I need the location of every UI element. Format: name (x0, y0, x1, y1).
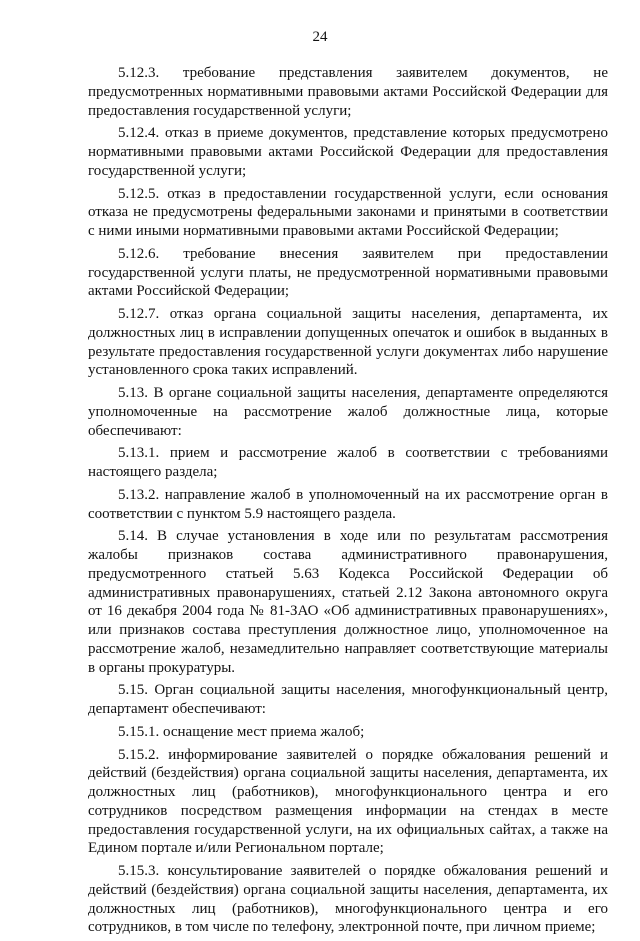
paragraph-5-15: 5.15. Орган социальной защиты населения, многофункциональный центр, департамент обеспечивают: (88, 682, 608, 717)
paragraph-5-15-1: 5.15.1. оснащение мест приема жалоб; (118, 723, 365, 740)
paragraph-5-12-4: 5.12.4. отказ в приеме документов, представление которых предусмотрено нормативными правовыми актами Российской Федерации для предоставления государственной услуги; (88, 125, 608, 179)
document-body (88, 64, 608, 941)
paragraph-5-12-3: 5.12.3. требование представления заявителем документов, не предусмотренных нормативными правовыми актами Российской Федерации для предоставления государственной услуги; (88, 65, 608, 119)
paragraph-5-15-2: 5.15.2. информирование заявителей о порядке обжалования решений и действий (бездействия) органа социальной защиты населения, департамента, их должностных лиц (работников), многофункционального центра и его сотрудников посредством размещения информации на стендах в месте предоставления государственной услуги, на их официальных сайтах, а также на Едином портале и/или Региональном портале; (88, 746, 608, 857)
paragraph-5-12-5: 5.12.5. отказ в предоставлении государственной услуги, если основания отказа не предусмотрены федеральными законами и принятыми в соответствии с ними иными нормативными правовыми актами Российской Федерации; (88, 185, 608, 239)
paragraph-5-14: 5.14. В случае установления в ходе или по результатам рассмотрения жалобы признаков состава административного правонарушения, предусмотренного статьей 5.63 Кодекса Российской Федерации об административных правонарушениях, статьей 2.12 Закона автономного округа от 16 декабря 2004 года № 81-ЗАО «Об административных правонарушениях», или признаков состава преступления должностное лицо, уполномоченное на рассмотрение жалоб, незамедлительно направляет соответствующие материалы в органы прокуратуры. (88, 528, 608, 676)
paragraph-5-13-1: 5.13.1. прием и рассмотрение жалоб в соответствии с требованиями настоящего раздела; (88, 445, 608, 480)
paragraph-5-15-3: 5.15.3. консультирование заявителей о порядке обжалования решений и действий (бездействия) органа социальной защиты населения, департамента, их должностных лиц (работников), многофункционального центра и его сотрудников, в том числе по телефону, электронной почте, при личном приеме; (88, 863, 608, 936)
page-number: 24 (312, 29, 328, 45)
paragraph-5-13-2: 5.13.2. направление жалоб в уполномоченный на их рассмотрение орган в соответствии с пунктом 5.9 настоящего раздела. (88, 486, 608, 522)
paragraph-5-12-7: 5.12.7. отказ органа социальной защиты населения, департамента, их должностных лиц в исправлении допущенных опечаток и ошибок в выданных в результате предоставления государственной услуги документах либо нарушение установленного срока таких исправлений. (88, 306, 608, 379)
paragraph-5-13: 5.13. В органе социальной защиты населения, департаменте определяются уполномоченные на рассмотрение жалоб должностные лица, которые обеспечивают: (88, 385, 608, 439)
paragraph-5-12-6: 5.12.6. требование внесения заявителем при предоставлении государственной услуги платы, не предусмотренной нормативными правовыми актами Российской Федерации; (88, 245, 608, 300)
